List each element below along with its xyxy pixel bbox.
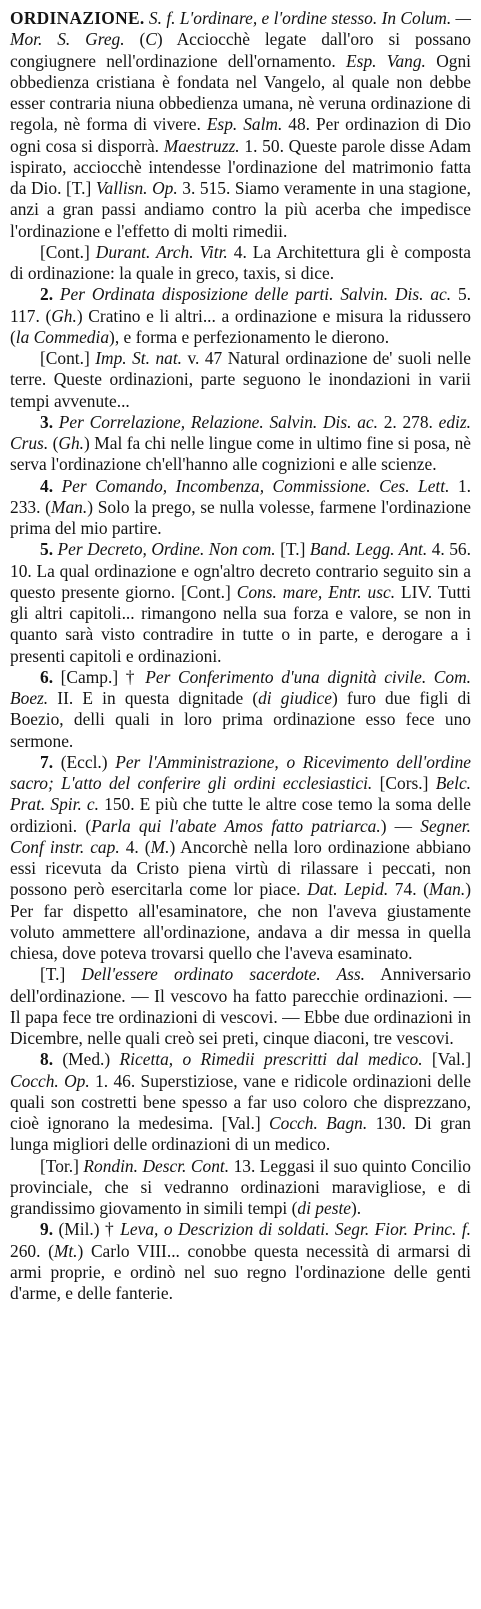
- sense-number: 3.: [40, 411, 54, 432]
- italic-run: la Commedia: [15, 326, 110, 347]
- entry-paragraph: [10, 964, 471, 1049]
- italic-run: M.: [150, 836, 170, 857]
- text-run: 4. La Architettura gli è composta di ordinazione: la quale in greco, taxis, si dice.: [10, 241, 471, 283]
- text-run: [Val.]: [422, 1049, 471, 1070]
- sense-number: 6.: [40, 666, 54, 687]
- sense-4-paragraph: [10, 476, 471, 540]
- entry-paragraph: [10, 1156, 471, 1220]
- italic-run: Man.: [50, 496, 88, 517]
- sense-number: 8.: [40, 1049, 54, 1070]
- text-run: 4. 56. 10. La qual ordinazione e ogn'altro decreto contrario seguito sin a questo presente giorno. [Cont.]: [10, 539, 471, 602]
- italic-run: Dell'essere ordinato sacerdote. Ass.: [81, 964, 366, 985]
- text-run: ) Cratino e li altri... a ordinazione e misura la ridussero (: [10, 305, 471, 347]
- italic-run: di peste: [297, 1198, 352, 1218]
- sense-7-paragraph: [10, 752, 471, 965]
- text-run: ) Per far dispetto all'esaminatore, che non l'aveva giustamente voluto ammettere all'ordinazione, andava a dir messa in quella chiesa, dove poteva trovarsi quello che l'aveva esaminato.: [10, 879, 471, 963]
- italic-run: Esp. Vang.: [346, 50, 426, 71]
- sense-number: 4.: [40, 475, 54, 496]
- sense-number: 7.: [40, 751, 54, 772]
- headword: ORDINAZIONE.: [10, 8, 145, 28]
- italic-run: C: [145, 29, 157, 50]
- italic-run: Segner. Conf instr. cap.: [10, 815, 471, 857]
- italic-run: Cons. mare, Entr. usc.: [236, 581, 396, 602]
- text-run: 4. (: [119, 836, 151, 857]
- text-run: [T.]: [40, 964, 82, 985]
- text-run: 150. E più che tutte le altre cose temo la soma delle ordizioni. (: [10, 794, 471, 836]
- text-run: v. 47 Natural ordinazione de' suoli nelle terre. Queste ordinazioni, parte seguono le inondazioni in varii tempi avvenute...: [10, 348, 471, 411]
- text-run: (: [48, 433, 59, 453]
- italic-run: Mt.: [53, 1240, 78, 1261]
- text-run: Ogni obbedienza cristiana è fondata nel Vangelo, al quale non debbe esser contraria niuna obbedienza umana, nè veruna ordinazione di regola, nè forma di vivere.: [10, 50, 471, 135]
- text-run: [Cont.]: [40, 348, 96, 368]
- sense-3-paragraph: [10, 412, 471, 476]
- italic-run: Gh.: [58, 433, 85, 453]
- italic-run: Durant. Arch. Vitr.: [95, 241, 228, 262]
- text-run: ) Mal fa chi nelle lingue come in ultimo fine si posa, nè serva l'ordinazione ch'ell'hanno alle cognizioni e alle scienze.: [10, 433, 471, 475]
- text-run: [53, 284, 60, 304]
- italic-run: Imp. St. nat.: [95, 348, 183, 368]
- entry-paragraph: [10, 8, 471, 242]
- italic-run: Gh.: [51, 305, 77, 326]
- text-run: ) Solo la prego, se nulla volesse, farmene l'ordinazione prima del mio partire.: [10, 496, 471, 538]
- italic-run: S. f. L'ordinare, e l'ordine stesso. In Colum. — Mor. S. Greg.: [10, 8, 471, 50]
- italic-run: Per l'Amministrazione, o Ricevimento dell'ordine sacro; L'atto del conferire gli ordini ecclesiastici.: [10, 751, 471, 793]
- text-run: (Eccl.): [53, 751, 116, 772]
- text-run: 2. 278.: [377, 411, 439, 432]
- italic-run: Dat. Lepid.: [307, 879, 389, 900]
- italic-run: Rondin. Descr. Cont.: [83, 1155, 230, 1176]
- sense-6-paragraph: [10, 667, 471, 752]
- sense-number: 9.: [40, 1219, 54, 1240]
- text-run: 48. Per ordinazion di Dio ogni cosa si disporrà.: [10, 114, 471, 156]
- italic-run: Maestruzz.: [163, 135, 240, 156]
- text-run: 3. 515. Siamo veramente in una stagione, anzi a gran passi andiamo contro la più acerba che impedisce l'ordinazione e l'effetto di molti rimedii.: [10, 178, 471, 241]
- italic-run: Cocch. Op.: [10, 1070, 90, 1091]
- italic-run: Per Decreto, Ordine. Non com.: [57, 539, 276, 560]
- italic-run: Vallisn. Op.: [95, 178, 178, 198]
- italic-run: ediz. Crus.: [10, 411, 471, 453]
- text-run: ), e forma e perfezionamento le dierono.: [109, 326, 390, 347]
- text-run: 74. (: [388, 879, 429, 900]
- text-run: [Camp.] †: [53, 666, 146, 687]
- text-run: [T.]: [275, 539, 310, 560]
- entry-paragraph: [10, 242, 471, 285]
- text-run: Anniversario dell'ordinazione. — Il vescovo ha fatto parecchie ordinazioni. — Il papa fece tre ordinazioni di vescovi. — Ebbe due ordinazioni in Dicembre, nelle quali creò sei preti, cinque diaconi, tre vescovi.: [10, 964, 471, 1048]
- italic-run: Man.: [428, 879, 466, 900]
- text-run: ) —: [380, 815, 421, 836]
- text-run: LIV. Tutti gli altri capitoli... rimangono nella sua forza e valore, se non in quanto sarà visto contradire in tutte o in parte, e derogare a i presenti capitoli e ordinazioni.: [10, 581, 471, 666]
- sense-8-paragraph: [10, 1049, 471, 1155]
- entry-paragraph: [10, 348, 471, 412]
- sense-9-paragraph: [10, 1219, 471, 1304]
- italic-run: Band. Legg. Ant.: [309, 539, 428, 560]
- text-run: 260. (: [10, 1240, 54, 1261]
- text-run: [Tor.]: [40, 1155, 84, 1176]
- text-run: 1. 50. Queste parole disse Adam ispirato, acciocchè intendesse l'ordinazione del matrimonio fatta da Dio. [T.]: [10, 135, 471, 198]
- sense-number: 5.: [40, 539, 54, 560]
- italic-run: Ricetta, o Rimedii prescritti dal medico.: [119, 1049, 423, 1070]
- text-run: ).: [351, 1198, 362, 1218]
- text-run: (Mil.) †: [53, 1219, 121, 1240]
- italic-run: Per Correlazione, Relazione. Salvin. Dis. ac.: [58, 411, 378, 432]
- italic-run: Esp. Salm.: [206, 114, 283, 135]
- sense-5-paragraph: [10, 539, 471, 667]
- text-run: [Cont.]: [40, 241, 96, 262]
- text-run: 1. 46. Superstiziose, vane e ridicole ordinazioni delle quali son costretti bene spesso a far uso coloro che disprezzano, cioè ignorano la medesima. [Val.]: [10, 1070, 471, 1133]
- italic-run: Belc. Prat. Spir. c.: [10, 773, 472, 815]
- text-run: (Med.): [53, 1049, 120, 1070]
- text-run: ) furo due figli di Boezio, delli quali in loro prima ordinazione esso fece uno sermone.: [10, 688, 471, 751]
- text-run: ) Ancorchè nella loro ordinazione abbiano essi ricevuta da Cristo piena virtù di rilassare i peccati, non possono però esercitarla come lor piace.: [10, 836, 471, 900]
- text-run: 5. 117. (: [10, 284, 471, 326]
- italic-run: Per Ordinata disposizione delle parti. Salvin. Dis. ac.: [59, 284, 452, 305]
- text-run: 1. 233. (: [10, 475, 471, 517]
- italic-run: Cocch. Bagn.: [269, 1113, 368, 1133]
- italic-run: Parla qui l'abate Amos fatto patriarca.: [91, 815, 381, 836]
- text-run: ) Acciocchè legate dall'oro si possano congiugnere nell'ordinazione dell'ornamento.: [10, 29, 471, 71]
- text-run: II. E in questa dignitade (: [48, 688, 259, 708]
- italic-run: di giudice: [258, 688, 332, 708]
- text-run: (: [124, 29, 146, 50]
- italic-run: Per Comando, Incombenza, Commissione. Ces. Lett.: [61, 475, 450, 496]
- sense-number: 2.: [40, 284, 54, 305]
- italic-run: Leva, o Descrizion di soldati. Segr. Fior. Princ. f.: [120, 1219, 471, 1240]
- text-run: 130. Di gran lunga migliori delle ordinazioni di un medico.: [10, 1113, 471, 1155]
- italic-run: Per Conferimento d'una dignità civile. Com. Boez.: [10, 666, 471, 708]
- text-run: 13. Leggasi il suo quinto Concilio provinciale, che si vedranno ordinazioni maravigliose, e di grandissimo giovamento in simili tempi (: [10, 1155, 472, 1218]
- text-run: ) Carlo VIII... conobbe questa necessità di armarsi di armi proprie, e ordinò nel suo regno l'ordinazione delle genti d'arme, e delle fanterie.: [10, 1240, 471, 1303]
- text-run: [53, 476, 62, 496]
- sense-2-paragraph: [10, 284, 471, 348]
- text-run: [Cors.]: [372, 773, 436, 793]
